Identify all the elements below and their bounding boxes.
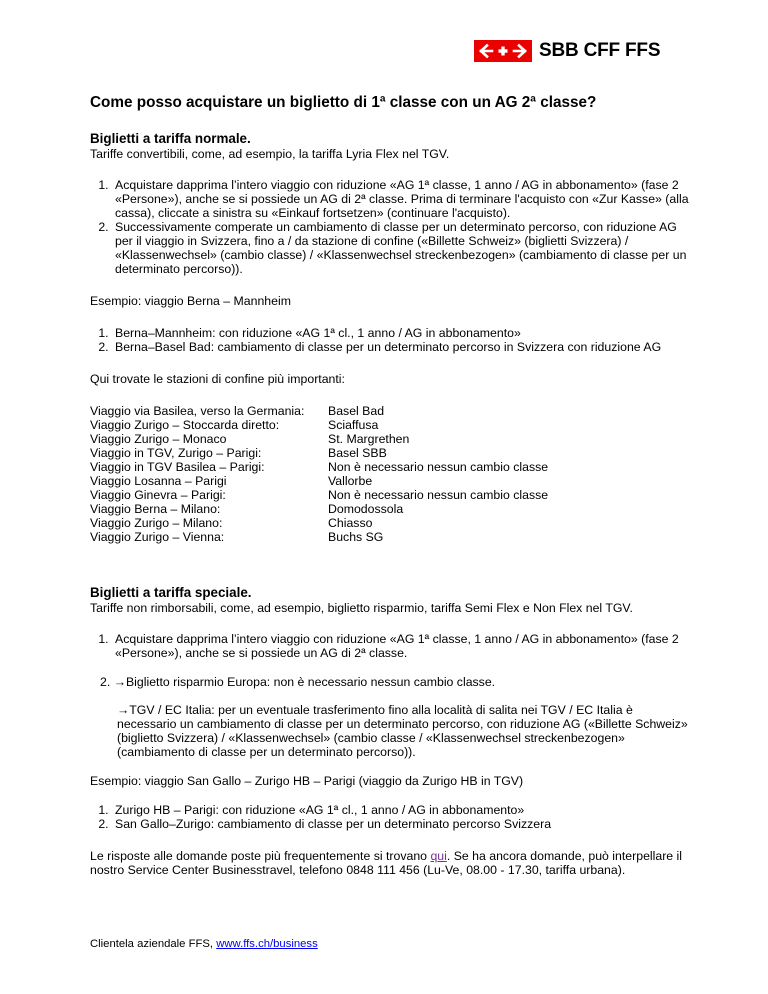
example-steps-list — [90, 326, 690, 354]
faq-paragraph — [90, 849, 690, 877]
route-cell: Viaggio in TGV, Zurigo – Parigi: — [90, 446, 262, 460]
faq-text: Le risposte alle domande poste più frequentemente si trovano — [90, 849, 431, 863]
faq-link[interactable]: qui — [430, 849, 447, 863]
route-cell: Viaggio via Basilea, verso la Germania: — [90, 404, 305, 418]
route-cell: Viaggio Losanna – Parigi — [90, 474, 227, 488]
footer — [90, 938, 318, 950]
tgv-note — [117, 703, 690, 759]
swiss-cross-arrows-icon — [474, 40, 532, 62]
station-cell: Basel SBB — [328, 446, 387, 460]
list-item: 2. Successivamente comperate un cambiamento di classe per un determinato percorso, con riduzione AG per il viaggio in Svizzera, fino a / da stazione di confine («Billette Schweiz» (biglietti Svizzera) / «Klassenwechsel» (cambio classe) / «Klassenwechsel streckenbezogen» (cambiamento di classe per un determinato percorso)). — [112, 220, 690, 276]
route-cell: Viaggio Zurigo – Stoccarda diretto: — [90, 418, 280, 432]
footer-link[interactable]: www.ffs.ch/business — [216, 938, 318, 950]
route-cell: Viaggio Berna – Milano: — [90, 502, 221, 516]
normal-tariff-intro: Tariffe convertibili, come, ad esempio, la tariffa Lyria Flex nel TGV. — [90, 147, 450, 161]
list-item: 1. Zurigo HB – Parigi: con riduzione «AG 1ª cl., 1 anno / AG in abbonamento» — [112, 803, 690, 817]
table-row — [90, 404, 548, 418]
station-cell: Domodossola — [328, 502, 404, 516]
arrow-icon: → — [113, 675, 126, 689]
normal-tariff-heading: Biglietti a tariffa normale. — [90, 131, 251, 146]
example-title: Esempio: viaggio San Gallo – Zurigo HB – Parigi (viaggio da Zurigo HB in TGV) — [90, 774, 524, 788]
station-cell: Sciaffusa — [328, 418, 379, 432]
sbb-logo — [474, 40, 660, 62]
special-step-2 — [100, 675, 690, 689]
route-cell: Viaggio Zurigo – Monaco — [90, 432, 227, 446]
station-cell: Vallorbe — [328, 474, 373, 488]
table-row — [90, 446, 548, 460]
stations-intro: Qui trovate le stazioni di confine più importanti: — [90, 372, 345, 386]
table-row — [90, 460, 548, 474]
list-item: 1. Acquistare dapprima l’intero viaggio con riduzione «AG 1ª classe, 1 anno / AG in abbonamento» (fase 2 «Persone»), anche se si possiede un AG di 2ª classe. Prima di terminare l'acquisto con «Zur Kasse» (alla cassa), cliccate a sinistra su «Einkauf fortsetzen» (continuare l'acquisto). — [112, 178, 690, 220]
step-text: Biglietto risparmio Europa: non è necessario nessun cambio classe. — [125, 675, 496, 689]
station-cell: Buchs SG — [328, 530, 384, 544]
station-cell: St. Margrethen — [328, 432, 410, 446]
station-cell: Non è necessario nessun cambio classe — [328, 460, 549, 474]
faq-text: . Se ha ancora domande, può interpellare il nostro Service Center Businesstravel, telefono 0848 111 456 (Lu-Ve, 08.00 - 17.30, tariffa urbana). — [90, 849, 683, 877]
list-item: 1. Acquistare dapprima l’intero viaggio con riduzione «AG 1ª classe, 1 anno / AG in abbonamento» (fase 2 «Persone»), anche se si possiede un AG di 2ª classe. — [112, 632, 690, 660]
example-steps-list — [90, 803, 690, 831]
document-body — [90, 93, 690, 877]
arrow-icon: → — [117, 703, 130, 717]
route-cell: Viaggio in TGV Basilea – Parigi: — [90, 460, 265, 474]
special-tariff-heading: Biglietti a tariffa speciale. — [90, 585, 252, 600]
page-title: Come posso acquistare un biglietto di 1ª classe con un AG 2ª classe? — [90, 94, 597, 111]
special-tariff-intro: Tariffe non rimborsabili, come, ad esempio, biglietto risparmio, tariffa Semi Flex e Non Flex nel TGV. — [90, 601, 633, 615]
list-item: 1. Berna–Mannheim: con riduzione «AG 1ª cl., 1 anno / AG in abbonamento» — [112, 326, 690, 340]
table-row — [90, 474, 548, 488]
station-cell: Non è necessario nessun cambio classe — [328, 488, 549, 502]
tgv-note-text: TGV / EC Italia: per un eventuale trasferimento fino alla località di salita nei TGV / EC Italia è necessario un cambiamento di classe per un determinato percorso, con riduzione AG («Billette Schweiz» (biglietto Svizzera) / «Klassenwechsel» (cambio classe / «Klassenwechsel streckenbezogen» (cambiamento di classe per un determinato percorso)). — [117, 703, 688, 759]
table-row — [90, 502, 548, 516]
step-number: 2. — [100, 675, 111, 689]
station-cell: Chiasso — [328, 516, 373, 530]
footer-label: Clientela aziendale FFS, — [90, 938, 217, 950]
table-row — [90, 488, 548, 502]
special-steps-list — [90, 632, 690, 660]
border-stations-table — [90, 404, 548, 544]
table-row — [90, 530, 548, 544]
route-cell: Viaggio Ginevra – Parigi: — [90, 488, 226, 502]
logo-text: SBB CFF FFS — [539, 40, 661, 61]
route-cell: Viaggio Zurigo – Vienna: — [90, 530, 225, 544]
list-item: 2. Berna–Basel Bad: cambiamento di classe per un determinato percorso in Svizzera con riduzione AG — [112, 340, 690, 354]
example-title: Esempio: viaggio Berna – Mannheim — [90, 294, 291, 308]
route-cell: Viaggio Zurigo – Milano: — [90, 516, 223, 530]
list-item: 2. San Gallo–Zurigo: cambiamento di classe per un determinato percorso Svizzera — [112, 817, 690, 831]
table-row — [90, 418, 548, 432]
table-row — [90, 516, 548, 530]
table-row — [90, 432, 548, 446]
station-cell: Basel Bad — [328, 404, 385, 418]
normal-steps-list — [90, 178, 690, 276]
